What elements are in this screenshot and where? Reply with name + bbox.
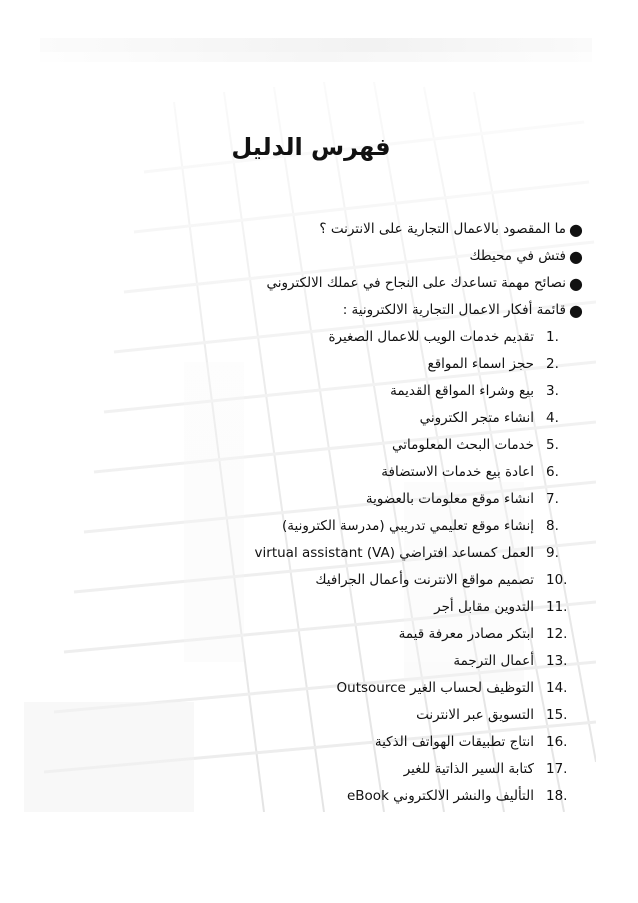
numbered-item [66, 378, 586, 405]
item-number: 7. [546, 491, 559, 507]
numbered-item [66, 324, 586, 351]
item-text: التأليف والنشر الالكتروني eBook [346, 788, 534, 804]
item-number: 6. [546, 464, 559, 480]
numbered-item [66, 594, 586, 621]
bullet-icon: ● [569, 220, 583, 239]
numbered-item [66, 432, 586, 459]
item-text: تقديم خدمات الويب للاعمال الصغيرة [328, 329, 534, 345]
bullet-text: نصائح مهمة تساعدك على النجاح في عملك الالكتروني [266, 275, 566, 291]
item-text: ابتكر مصادر معرفة قيمة [398, 626, 534, 642]
item-text: التوظيف لحساب الغير Outsource [336, 680, 534, 696]
bullet-item [66, 216, 586, 243]
page-title: فهرس الدليل [231, 133, 391, 161]
item-text: العمل كمساعد افتراضي (virtual assistant (VA [254, 545, 534, 561]
numbered-item [66, 729, 586, 756]
numbered-item [66, 405, 586, 432]
numbered-item [66, 351, 586, 378]
bullet-text: قائمة أفكار الاعمال التجارية الالكترونية : [342, 302, 566, 318]
top-decor-band-lower [40, 52, 592, 62]
item-number: 9. [546, 545, 559, 561]
item-number: 1. [546, 329, 559, 345]
item-number: 11. [546, 599, 568, 615]
item-text: التسويق عبر الانترنت [416, 707, 534, 723]
item-number: 14. [546, 680, 568, 696]
numbered-item [66, 756, 586, 783]
item-number: 16. [546, 734, 568, 750]
bullet-item [66, 297, 586, 324]
numbered-item [66, 567, 586, 594]
item-text: انشاء متجر الكتروني [419, 410, 534, 426]
item-number: 15. [546, 707, 568, 723]
item-text: تصميم مواقع الانترنت وأعمال الجرافيك [315, 572, 534, 588]
numbered-item [66, 540, 586, 567]
item-number: 18. [546, 788, 568, 804]
item-text: كتابة السير الذاتية للغير [403, 761, 534, 777]
item-text: التدوين مقابل أجر [434, 599, 534, 615]
numbered-item [66, 648, 586, 675]
item-text: إنشاء موقع تعليمي تدريبي (مدرسة الكترونية) [282, 518, 534, 534]
bullet-item [66, 270, 586, 297]
item-number: 10. [546, 572, 568, 588]
bullet-text: فتش في محيطك [469, 248, 566, 264]
item-text: حجز اسماء المواقع [427, 356, 534, 372]
item-number: 4. [546, 410, 559, 426]
numbered-item [66, 621, 586, 648]
item-number: 17. [546, 761, 568, 777]
item-number: 13. [546, 653, 568, 669]
numbered-item [66, 513, 586, 540]
numbered-item [66, 486, 586, 513]
item-text: انشاء موقع معلومات بالعضوية [365, 491, 534, 507]
item-text: خدمات البحث المعلوماتي [392, 437, 534, 453]
bullet-icon: ● [569, 301, 583, 320]
item-number: 2. [546, 356, 559, 372]
item-text: اعادة بيع خدمات الاستضافة [381, 464, 534, 480]
item-text: أعمال الترجمة [453, 653, 534, 669]
numbered-item [66, 675, 586, 702]
bullet-icon: ● [569, 247, 583, 266]
item-number: 5. [546, 437, 559, 453]
bullet-item [66, 243, 586, 270]
item-number: 3. [546, 383, 559, 399]
item-number: 12. [546, 626, 568, 642]
numbered-item [66, 459, 586, 486]
numbered-item [66, 783, 586, 810]
numbered-item [66, 702, 586, 729]
top-decor-band [40, 38, 592, 52]
item-number: 8. [546, 518, 559, 534]
bullet-icon: ● [569, 274, 583, 293]
toc-content [66, 216, 586, 810]
bullet-text: ما المقصود بالاعمال التجارية على الانترنت ؟ [319, 221, 566, 237]
item-text: بيع وشراء المواقع القديمة [390, 383, 534, 399]
item-text: انتاج تطبيقات الهواتف الذكية [374, 734, 534, 750]
